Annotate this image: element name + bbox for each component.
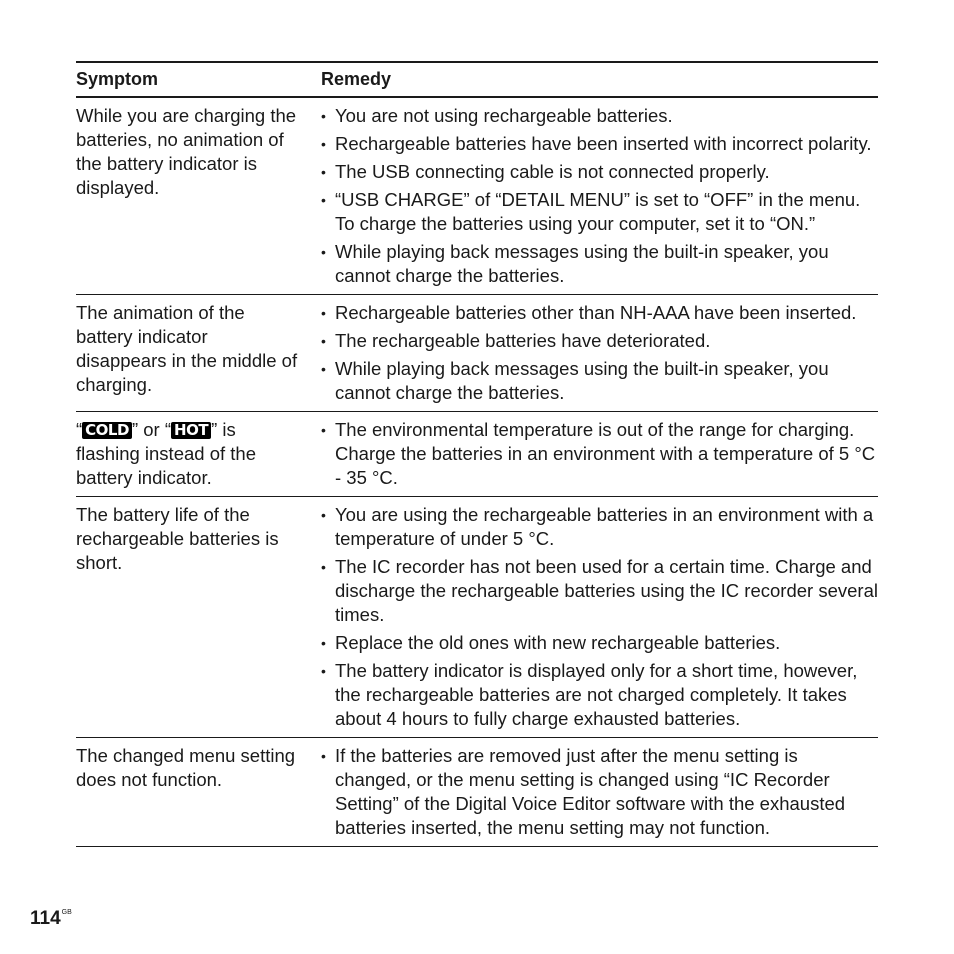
remedy-text: The rechargeable batteries have deteriorated. — [335, 330, 711, 351]
bullet: • — [321, 422, 326, 438]
remedy-list — [321, 418, 878, 490]
remedy-list — [321, 744, 878, 840]
remedy-text: You are using the rechargeable batteries in an environment with a temperature of under 5 °C. — [335, 504, 874, 549]
symptom-column-header: Symptom — [76, 69, 159, 89]
remedy-item — [321, 188, 878, 236]
remedy-item — [321, 132, 878, 156]
remedy-text: While playing back messages using the built-in speaker, you cannot charge the batteries. — [335, 241, 829, 286]
symptom-cell: The changed menu setting does not function. — [76, 745, 296, 790]
remedy-item — [321, 240, 878, 288]
bullet: • — [321, 244, 326, 260]
remedy-text: The USB connecting cable is not connected properly. — [335, 161, 770, 182]
page-content — [76, 61, 878, 847]
bullet: • — [321, 192, 326, 208]
table-row — [76, 412, 878, 497]
table-row — [76, 295, 878, 412]
remedy-list — [321, 104, 878, 288]
bullet: • — [321, 507, 326, 523]
remedy-text: “USB CHARGE” of “DETAIL MENU” is set to “OFF” in the menu. To charge the batteries using your computer, set it to “ON.” — [335, 189, 861, 234]
bullet: • — [321, 748, 326, 764]
bullet: • — [321, 164, 326, 180]
hot-badge: HOT — [171, 422, 211, 439]
remedy-item — [321, 503, 878, 551]
remedy-text: While playing back messages using the built-in speaker, you cannot charge the batteries. — [335, 358, 829, 403]
symptom-cell: The animation of the battery indicator disappears in the middle of charging. — [76, 302, 298, 395]
troubleshooting-table — [76, 61, 878, 847]
page-number-suffix: GB — [61, 909, 72, 916]
bullet: • — [321, 136, 326, 152]
bullet: • — [321, 635, 326, 651]
symptom-cell: The battery life of the rechargeable batteries is short. — [76, 504, 279, 573]
remedy-text: Rechargeable batteries have been inserted with incorrect polarity. — [335, 133, 872, 154]
remedy-item — [321, 104, 878, 128]
bullet: • — [321, 305, 326, 321]
remedy-item — [321, 329, 878, 353]
remedy-text: You are not using rechargeable batteries. — [335, 105, 673, 126]
page-number — [30, 908, 72, 930]
symptom-text-part: ” or “ — [131, 419, 172, 440]
table-row — [76, 738, 878, 847]
symptom-cell — [76, 418, 321, 490]
bullet: • — [321, 663, 326, 679]
remedy-text: Replace the old ones with new rechargeable batteries. — [335, 632, 781, 653]
cold-badge: COLD — [82, 422, 132, 439]
remedy-item — [321, 160, 878, 184]
table-row — [76, 497, 878, 738]
bullet: • — [321, 559, 326, 575]
remedy-item — [321, 659, 878, 731]
remedy-text: If the batteries are removed just after the menu setting is changed, or the menu setting is changed using “IC Recorder Setting” of the Digital Voice Editor software with the exhausted batteries inserted, the menu setting may not function. — [335, 745, 846, 838]
remedy-column-header: Remedy — [321, 69, 392, 89]
remedy-item — [321, 631, 878, 655]
remedy-list — [321, 503, 878, 731]
symptom-cell: While you are charging the batteries, no animation of the battery indicator is displayed. — [76, 105, 297, 198]
remedy-text: The battery indicator is displayed only for a short time, however, the rechargeable batteries are not charged completely. It takes about 4 hours to fully charge exhausted batteries. — [335, 660, 858, 729]
bullet: • — [321, 108, 326, 124]
symptom-text-part: “ — [76, 419, 83, 440]
remedy-item — [321, 418, 878, 490]
table-header — [76, 63, 878, 98]
remedy-item — [321, 744, 878, 840]
remedy-text: Rechargeable batteries other than NH-AAA have been inserted. — [335, 302, 857, 323]
page-number-value: 114 — [30, 908, 61, 929]
remedy-text: The IC recorder has not been used for a certain time. Charge and discharge the rechargeable batteries using the IC recorder several times. — [335, 556, 878, 625]
table-row — [76, 98, 878, 295]
remedy-item — [321, 357, 878, 405]
bullet: • — [321, 361, 326, 377]
remedy-item — [321, 301, 878, 325]
symptom-text-part: ” is flashing instead of the battery indicator. — [76, 419, 256, 488]
remedy-text: The environmental temperature is out of the range for charging. Charge the batteries in an environment with a temperature of 5 °C - 35 °C. — [335, 419, 876, 488]
remedy-list — [321, 301, 878, 405]
remedy-item — [321, 555, 878, 627]
bullet: • — [321, 333, 326, 349]
